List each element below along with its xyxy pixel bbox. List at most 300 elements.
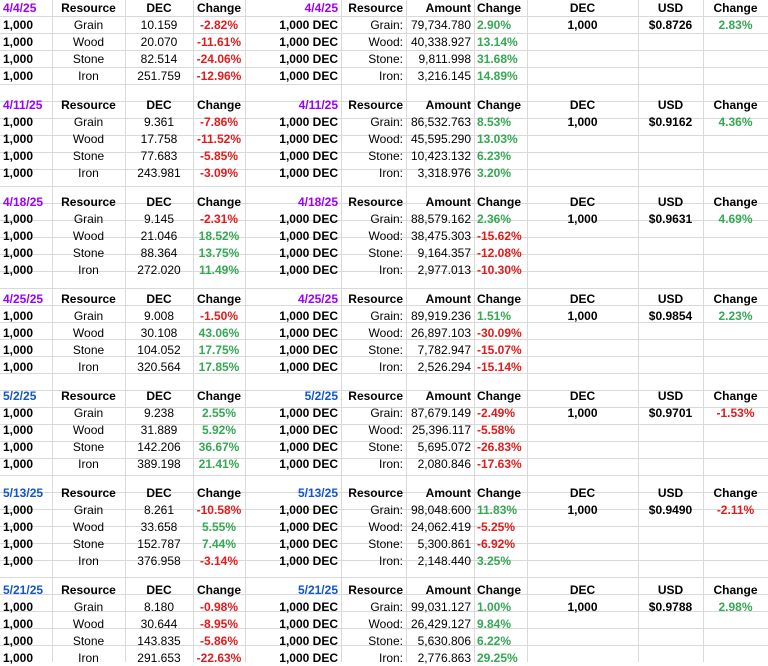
amount-cell[interactable]: 79,734.780 <box>410 18 471 32</box>
dec-price-cell[interactable]: 320.564 <box>137 360 181 374</box>
change-cell[interactable]: 13.03% <box>477 132 518 146</box>
header-change-cell[interactable]: Change <box>713 1 758 15</box>
dec-price-cell[interactable]: 9.145 <box>143 212 175 226</box>
header-amount-cell[interactable]: Amount <box>425 583 471 597</box>
header-amount-cell[interactable]: Amount <box>425 1 471 15</box>
header-change-cell[interactable]: Change <box>713 98 758 112</box>
header-dec-cell[interactable]: DEC <box>569 1 596 15</box>
change-cell[interactable]: -11.52% <box>196 132 242 146</box>
change-cell[interactable]: 7.44% <box>201 537 237 551</box>
dec-quantity-cell[interactable]: 1,000 DEC <box>279 115 338 129</box>
change-cell[interactable]: 1.51% <box>477 309 512 323</box>
block-date-cell[interactable]: 4/18/25 <box>297 195 338 209</box>
dec-price-cell[interactable]: 389.198 <box>137 457 181 471</box>
resource-cell[interactable]: Wood <box>72 132 105 146</box>
change-cell[interactable]: -12.08% <box>477 246 522 260</box>
change-cell[interactable]: 8.53% <box>477 115 512 129</box>
dec-price-cell[interactable]: 30.644 <box>140 617 178 631</box>
header-dec-cell[interactable]: DEC <box>146 98 172 112</box>
amount-cell[interactable]: 10,423.132 <box>410 149 471 163</box>
resource-cell[interactable]: Grain <box>73 212 104 226</box>
change-cell[interactable]: 13.14% <box>477 35 518 49</box>
dec-quantity-cell[interactable]: 1,000 DEC <box>279 18 338 32</box>
header-usd-cell[interactable]: USD <box>657 195 684 209</box>
dec-quantity-cell[interactable]: 1,000 DEC <box>279 651 338 665</box>
resource-cell[interactable]: Grain <box>73 600 104 614</box>
dec-quantity-cell[interactable]: 1,000 DEC <box>279 554 338 568</box>
dec-quantity-cell[interactable]: 1,000 DEC <box>279 406 338 420</box>
header-usd-cell[interactable]: USD <box>657 98 684 112</box>
dec-amount-cell[interactable]: 1,000 <box>567 309 598 323</box>
header-usd-cell[interactable]: USD <box>657 1 684 15</box>
quantity-cell[interactable]: 1,000 <box>3 212 34 226</box>
header-change-cell[interactable]: Change <box>477 98 522 112</box>
dec-price-cell[interactable]: 31.889 <box>140 423 178 437</box>
amount-cell[interactable]: 2,148.440 <box>417 554 471 568</box>
header-change-cell[interactable]: Change <box>196 1 241 15</box>
change-cell[interactable]: 6.22% <box>477 634 512 648</box>
block-date-cell[interactable]: 5/21/25 <box>297 583 338 597</box>
dec-price-cell[interactable]: 272.020 <box>137 263 181 277</box>
change-cell[interactable]: -5.86% <box>199 634 239 648</box>
usd-price-cell[interactable]: $0.9854 <box>648 309 693 323</box>
block-date-cell[interactable]: 4/25/25 <box>3 292 44 306</box>
quantity-cell[interactable]: 1,000 <box>3 617 34 631</box>
amount-cell[interactable]: 89,919.236 <box>410 309 471 323</box>
block-date-cell[interactable]: 4/4/25 <box>304 1 338 15</box>
resource-cell[interactable]: Iron <box>78 69 99 83</box>
dec-price-cell[interactable]: 88.364 <box>140 246 178 260</box>
header-dec-cell[interactable]: DEC <box>146 583 172 597</box>
change-cell[interactable]: -17.63% <box>477 457 522 471</box>
header-dec-cell[interactable]: DEC <box>569 292 596 306</box>
amount-cell[interactable]: 24,062.419 <box>410 520 471 534</box>
resource-cell[interactable]: Stone <box>72 149 105 163</box>
change-cell[interactable]: 21.41% <box>198 457 240 471</box>
dec-quantity-cell[interactable]: 1,000 DEC <box>279 52 338 66</box>
change-cell[interactable]: -2.31% <box>199 212 239 226</box>
amount-cell[interactable]: 87,679.149 <box>410 406 471 420</box>
header-amount-cell[interactable]: Amount <box>425 195 471 209</box>
resource-cell[interactable]: Grain <box>73 503 104 517</box>
change-cell[interactable]: 5.55% <box>201 520 237 534</box>
resource-cell[interactable]: Grain: <box>370 212 403 226</box>
resource-cell[interactable]: Iron: <box>378 457 403 471</box>
resource-cell[interactable]: Iron <box>78 651 99 665</box>
resource-cell[interactable]: Stone <box>72 343 105 357</box>
dec-amount-cell[interactable]: 1,000 <box>567 18 598 32</box>
resource-cell[interactable]: Grain <box>73 18 104 32</box>
change-cell[interactable]: 5.92% <box>201 423 237 437</box>
change-cell[interactable]: -15.14% <box>477 360 522 374</box>
resource-cell[interactable]: Stone <box>72 537 105 551</box>
header-change-cell[interactable]: Change <box>713 195 758 209</box>
header-change-cell[interactable]: Change <box>196 486 241 500</box>
change-cell[interactable]: 29.25% <box>477 651 518 665</box>
dec-price-cell[interactable]: 8.180 <box>143 600 175 614</box>
change-cell[interactable]: -0.98% <box>199 600 239 614</box>
header-amount-cell[interactable]: Amount <box>425 98 471 112</box>
dec-price-cell[interactable]: 376.958 <box>137 554 181 568</box>
block-date-cell[interactable]: 4/11/25 <box>298 98 338 112</box>
quantity-cell[interactable]: 1,000 <box>3 520 34 534</box>
amount-cell[interactable]: 45,595.290 <box>410 132 471 146</box>
dec-quantity-cell[interactable]: 1,000 DEC <box>279 440 338 454</box>
usd-change-cell[interactable]: 2.23% <box>718 309 753 323</box>
header-resource-cell[interactable]: Resource <box>61 1 116 15</box>
dec-price-cell[interactable]: 243.981 <box>137 166 181 180</box>
dec-price-cell[interactable]: 77.683 <box>140 149 178 163</box>
amount-cell[interactable]: 2,776.863 <box>417 651 471 665</box>
header-resource-cell[interactable]: Resource <box>348 195 403 209</box>
dec-amount-cell[interactable]: 1,000 <box>567 115 598 129</box>
amount-cell[interactable]: 3,216.145 <box>417 69 471 83</box>
resource-cell[interactable]: Wood <box>72 326 105 340</box>
dec-quantity-cell[interactable]: 1,000 DEC <box>279 229 338 243</box>
usd-change-cell[interactable]: 4.69% <box>718 212 753 226</box>
header-resource-cell[interactable]: Resource <box>61 583 116 597</box>
block-date-cell[interactable]: 5/2/25 <box>3 389 37 403</box>
change-cell[interactable]: -26.83% <box>477 440 522 454</box>
dec-price-cell[interactable]: 9.008 <box>143 309 175 323</box>
change-cell[interactable]: 36.67% <box>198 440 240 454</box>
resource-cell[interactable]: Wood <box>72 229 105 243</box>
dec-quantity-cell[interactable]: 1,000 DEC <box>279 457 338 471</box>
dec-amount-cell[interactable]: 1,000 <box>567 600 598 614</box>
header-resource-cell[interactable]: Resource <box>61 292 116 306</box>
dec-price-cell[interactable]: 10.159 <box>140 18 178 32</box>
change-cell[interactable]: 3.20% <box>477 166 512 180</box>
resource-cell[interactable]: Iron <box>78 263 99 277</box>
resource-cell[interactable]: Wood: <box>368 132 403 146</box>
dec-quantity-cell[interactable]: 1,000 DEC <box>279 35 338 49</box>
dec-amount-cell[interactable]: 1,000 <box>567 212 598 226</box>
resource-cell[interactable]: Grain <box>73 406 104 420</box>
resource-cell[interactable]: Iron <box>78 457 99 471</box>
resource-cell[interactable]: Wood <box>72 617 105 631</box>
change-cell[interactable]: 31.68% <box>477 52 518 66</box>
dec-price-cell[interactable]: 33.658 <box>140 520 178 534</box>
quantity-cell[interactable]: 1,000 <box>3 166 34 180</box>
resource-cell[interactable]: Wood: <box>368 617 403 631</box>
dec-amount-cell[interactable]: 1,000 <box>567 503 598 517</box>
change-cell[interactable]: -1.50% <box>199 309 239 323</box>
change-cell[interactable]: -15.07% <box>477 343 522 357</box>
resource-cell[interactable]: Grain: <box>370 18 403 32</box>
amount-cell[interactable]: 86,532.763 <box>410 115 471 129</box>
header-resource-cell[interactable]: Resource <box>348 98 403 112</box>
resource-cell[interactable]: Iron: <box>378 554 403 568</box>
header-dec-cell[interactable]: DEC <box>569 583 596 597</box>
header-resource-cell[interactable]: Resource <box>348 583 403 597</box>
amount-cell[interactable]: 3,318.976 <box>417 166 471 180</box>
resource-cell[interactable]: Grain: <box>370 309 403 323</box>
change-cell[interactable]: -2.82% <box>199 18 239 32</box>
usd-price-cell[interactable]: $0.9490 <box>648 503 693 517</box>
header-change-cell[interactable]: Change <box>196 98 241 112</box>
change-cell[interactable]: 2.55% <box>201 406 237 420</box>
dec-price-cell[interactable]: 30.108 <box>140 326 178 340</box>
change-cell[interactable]: -24.06% <box>196 52 242 66</box>
quantity-cell[interactable]: 1,000 <box>3 343 34 357</box>
quantity-cell[interactable]: 1,000 <box>3 263 34 277</box>
header-resource-cell[interactable]: Resource <box>348 1 403 15</box>
usd-change-cell[interactable]: -2.11% <box>716 503 755 517</box>
resource-cell[interactable]: Iron <box>78 360 99 374</box>
dec-quantity-cell[interactable]: 1,000 DEC <box>279 360 338 374</box>
amount-cell[interactable]: 40,338.927 <box>410 35 471 49</box>
resource-cell[interactable]: Grain: <box>370 600 403 614</box>
amount-cell[interactable]: 9,811.998 <box>418 52 471 66</box>
header-change-cell[interactable]: Change <box>713 583 758 597</box>
quantity-cell[interactable]: 1,000 <box>3 503 34 517</box>
usd-price-cell[interactable]: $0.9631 <box>648 212 693 226</box>
quantity-cell[interactable]: 1,000 <box>3 35 34 49</box>
quantity-cell[interactable]: 1,000 <box>3 18 34 32</box>
header-change-cell[interactable]: Change <box>477 1 522 15</box>
resource-cell[interactable]: Iron: <box>378 263 403 277</box>
resource-cell[interactable]: Stone <box>72 246 105 260</box>
block-date-cell[interactable]: 5/13/25 <box>297 486 338 500</box>
header-change-cell[interactable]: Change <box>477 583 522 597</box>
dec-quantity-cell[interactable]: 1,000 DEC <box>279 263 338 277</box>
change-cell[interactable]: -6.92% <box>477 537 516 551</box>
resource-cell[interactable]: Iron: <box>378 360 403 374</box>
quantity-cell[interactable]: 1,000 <box>3 246 34 260</box>
resource-cell[interactable]: Stone <box>72 52 105 66</box>
header-change-cell[interactable]: Change <box>713 486 758 500</box>
change-cell[interactable]: -30.09% <box>477 326 522 340</box>
dec-quantity-cell[interactable]: 1,000 DEC <box>279 309 338 323</box>
amount-cell[interactable]: 88,579.162 <box>410 212 471 226</box>
resource-cell[interactable]: Grain <box>73 115 104 129</box>
amount-cell[interactable]: 5,630.806 <box>417 634 471 648</box>
header-dec-cell[interactable]: DEC <box>146 195 172 209</box>
amount-cell[interactable]: 9,164.357 <box>417 246 471 260</box>
change-cell[interactable]: -22.63% <box>196 651 242 665</box>
amount-cell[interactable]: 2,080.846 <box>417 457 471 471</box>
change-cell[interactable]: 43.06% <box>198 326 240 340</box>
dec-quantity-cell[interactable]: 1,000 DEC <box>279 149 338 163</box>
quantity-cell[interactable]: 1,000 <box>3 229 34 243</box>
quantity-cell[interactable]: 1,000 <box>3 423 34 437</box>
change-cell[interactable]: -11.61% <box>196 35 242 49</box>
header-dec-cell[interactable]: DEC <box>146 486 172 500</box>
usd-change-cell[interactable]: 4.36% <box>718 115 753 129</box>
dec-price-cell[interactable]: 251.759 <box>137 69 181 83</box>
change-cell[interactable]: -5.25% <box>477 520 516 534</box>
resource-cell[interactable]: Stone: <box>368 149 403 163</box>
resource-cell[interactable]: Stone: <box>368 634 403 648</box>
header-dec-cell[interactable]: DEC <box>146 292 172 306</box>
resource-cell[interactable]: Grain: <box>370 503 403 517</box>
dec-price-cell[interactable]: 82.514 <box>140 52 178 66</box>
dec-price-cell[interactable]: 8.261 <box>143 503 175 517</box>
resource-cell[interactable]: Iron: <box>378 651 403 665</box>
dec-quantity-cell[interactable]: 1,000 DEC <box>279 166 338 180</box>
amount-cell[interactable]: 7,782.947 <box>417 343 471 357</box>
amount-cell[interactable]: 99,031.127 <box>410 600 471 614</box>
resource-cell[interactable]: Stone: <box>368 246 403 260</box>
dec-quantity-cell[interactable]: 1,000 DEC <box>279 132 338 146</box>
change-cell[interactable]: 18.52% <box>198 229 240 243</box>
resource-cell[interactable]: Grain: <box>370 115 403 129</box>
resource-cell[interactable]: Iron: <box>378 69 403 83</box>
dec-quantity-cell[interactable]: 1,000 DEC <box>279 246 338 260</box>
resource-cell[interactable]: Iron: <box>378 166 403 180</box>
quantity-cell[interactable]: 1,000 <box>3 69 34 83</box>
header-dec-cell[interactable]: DEC <box>146 389 172 403</box>
header-resource-cell[interactable]: Resource <box>348 486 403 500</box>
header-usd-cell[interactable]: USD <box>657 486 684 500</box>
change-cell[interactable]: -5.85% <box>199 149 239 163</box>
change-cell[interactable]: 3.25% <box>477 554 512 568</box>
change-cell[interactable]: -2.49% <box>477 406 516 420</box>
dec-price-cell[interactable]: 152.787 <box>137 537 181 551</box>
block-date-cell[interactable]: 5/13/25 <box>3 486 44 500</box>
resource-cell[interactable]: Iron <box>78 554 99 568</box>
header-dec-cell[interactable]: DEC <box>569 389 596 403</box>
header-resource-cell[interactable]: Resource <box>61 486 116 500</box>
change-cell[interactable]: -15.62% <box>477 229 522 243</box>
change-cell[interactable]: 6.23% <box>477 149 512 163</box>
header-dec-cell[interactable]: DEC <box>569 195 596 209</box>
header-usd-cell[interactable]: USD <box>657 292 684 306</box>
header-amount-cell[interactable]: Amount <box>425 292 471 306</box>
resource-cell[interactable]: Wood: <box>368 229 403 243</box>
change-cell[interactable]: 17.85% <box>198 360 240 374</box>
dec-quantity-cell[interactable]: 1,000 DEC <box>279 537 338 551</box>
quantity-cell[interactable]: 1,000 <box>3 406 34 420</box>
usd-change-cell[interactable]: -1.53% <box>716 406 755 420</box>
dec-quantity-cell[interactable]: 1,000 DEC <box>279 634 338 648</box>
resource-cell[interactable]: Wood: <box>368 520 403 534</box>
header-change-cell[interactable]: Change <box>713 389 758 403</box>
resource-cell[interactable]: Stone: <box>368 343 403 357</box>
header-change-cell[interactable]: Change <box>196 195 241 209</box>
dec-quantity-cell[interactable]: 1,000 DEC <box>279 520 338 534</box>
header-change-cell[interactable]: Change <box>477 486 522 500</box>
header-change-cell[interactable]: Change <box>196 292 241 306</box>
dec-price-cell[interactable]: 17.758 <box>140 132 178 146</box>
amount-cell[interactable]: 2,526.294 <box>417 360 471 374</box>
dec-price-cell[interactable]: 143.835 <box>137 634 181 648</box>
resource-cell[interactable]: Wood: <box>368 423 403 437</box>
change-cell[interactable]: -10.58% <box>196 503 242 517</box>
dec-quantity-cell[interactable]: 1,000 DEC <box>279 423 338 437</box>
quantity-cell[interactable]: 1,000 <box>3 309 34 323</box>
header-change-cell[interactable]: Change <box>196 583 241 597</box>
block-date-cell[interactable]: 5/21/25 <box>3 583 44 597</box>
quantity-cell[interactable]: 1,000 <box>3 326 34 340</box>
dec-price-cell[interactable]: 291.653 <box>137 651 181 665</box>
resource-cell[interactable]: Wood <box>72 423 105 437</box>
change-cell[interactable]: 1.00% <box>477 600 512 614</box>
dec-quantity-cell[interactable]: 1,000 DEC <box>279 503 338 517</box>
change-cell[interactable]: 2.90% <box>477 18 512 32</box>
dec-quantity-cell[interactable]: 1,000 DEC <box>279 617 338 631</box>
usd-price-cell[interactable]: $0.9162 <box>648 115 693 129</box>
header-amount-cell[interactable]: Amount <box>425 486 471 500</box>
block-date-cell[interactable]: 5/2/25 <box>304 389 338 403</box>
header-resource-cell[interactable]: Resource <box>348 389 403 403</box>
change-cell[interactable]: 2.36% <box>477 212 512 226</box>
change-cell[interactable]: 11.49% <box>198 263 240 277</box>
quantity-cell[interactable]: 1,000 <box>3 115 34 129</box>
header-change-cell[interactable]: Change <box>477 389 522 403</box>
header-usd-cell[interactable]: USD <box>657 583 684 597</box>
header-resource-cell[interactable]: Resource <box>348 292 403 306</box>
resource-cell[interactable]: Stone <box>72 440 105 454</box>
block-date-cell[interactable]: 4/4/25 <box>3 1 37 15</box>
dec-price-cell[interactable]: 9.238 <box>143 406 175 420</box>
quantity-cell[interactable]: 1,000 <box>3 360 34 374</box>
change-cell[interactable]: 13.75% <box>198 246 240 260</box>
change-cell[interactable]: -12.96% <box>196 69 242 83</box>
quantity-cell[interactable]: 1,000 <box>3 600 34 614</box>
change-cell[interactable]: 11.83% <box>477 503 518 517</box>
dec-quantity-cell[interactable]: 1,000 DEC <box>279 343 338 357</box>
resource-cell[interactable]: Wood: <box>368 326 403 340</box>
resource-cell[interactable]: Stone: <box>368 440 403 454</box>
change-cell[interactable]: 17.75% <box>198 343 240 357</box>
amount-cell[interactable]: 2,977.013 <box>417 263 471 277</box>
amount-cell[interactable]: 98,048.600 <box>410 503 471 517</box>
usd-price-cell[interactable]: $0.9788 <box>648 600 693 614</box>
block-date-cell[interactable]: 4/11/25 <box>3 98 43 112</box>
header-dec-cell[interactable]: DEC <box>569 98 596 112</box>
header-dec-cell[interactable]: DEC <box>146 1 172 15</box>
change-cell[interactable]: 14.89% <box>477 69 518 83</box>
header-usd-cell[interactable]: USD <box>657 389 684 403</box>
usd-change-cell[interactable]: 2.98% <box>718 600 753 614</box>
header-dec-cell[interactable]: DEC <box>569 486 596 500</box>
resource-cell[interactable]: Grain <box>73 309 104 323</box>
dec-quantity-cell[interactable]: 1,000 DEC <box>279 212 338 226</box>
header-amount-cell[interactable]: Amount <box>425 389 471 403</box>
amount-cell[interactable]: 5,695.072 <box>417 440 471 454</box>
header-change-cell[interactable]: Change <box>477 195 522 209</box>
usd-price-cell[interactable]: $0.8726 <box>648 18 693 32</box>
amount-cell[interactable]: 26,897.103 <box>410 326 471 340</box>
dec-quantity-cell[interactable]: 1,000 DEC <box>279 69 338 83</box>
change-cell[interactable]: -3.09% <box>199 166 239 180</box>
resource-cell[interactable]: Iron <box>78 166 99 180</box>
resource-cell[interactable]: Wood <box>72 35 105 49</box>
dec-quantity-cell[interactable]: 1,000 DEC <box>279 326 338 340</box>
block-date-cell[interactable]: 4/25/25 <box>297 292 338 306</box>
dec-price-cell[interactable]: 20.070 <box>140 35 178 49</box>
header-change-cell[interactable]: Change <box>477 292 522 306</box>
change-cell[interactable]: -3.14% <box>199 554 239 568</box>
change-cell[interactable]: -8.95% <box>199 617 239 631</box>
dec-price-cell[interactable]: 9.361 <box>143 115 175 129</box>
resource-cell[interactable]: Wood <box>72 520 105 534</box>
resource-cell[interactable]: Grain: <box>370 406 403 420</box>
dec-price-cell[interactable]: 104.052 <box>137 343 181 357</box>
amount-cell[interactable]: 5,300.861 <box>417 537 471 551</box>
change-cell[interactable]: -5.58% <box>477 423 516 437</box>
resource-cell[interactable]: Stone: <box>368 52 403 66</box>
quantity-cell[interactable]: 1,000 <box>3 149 34 163</box>
amount-cell[interactable]: 26,429.127 <box>410 617 471 631</box>
dec-amount-cell[interactable]: 1,000 <box>567 406 598 420</box>
header-resource-cell[interactable]: Resource <box>61 195 116 209</box>
quantity-cell[interactable]: 1,000 <box>3 132 34 146</box>
quantity-cell[interactable]: 1,000 <box>3 457 34 471</box>
change-cell[interactable]: 9.84% <box>477 617 512 631</box>
quantity-cell[interactable]: 1,000 <box>3 537 34 551</box>
